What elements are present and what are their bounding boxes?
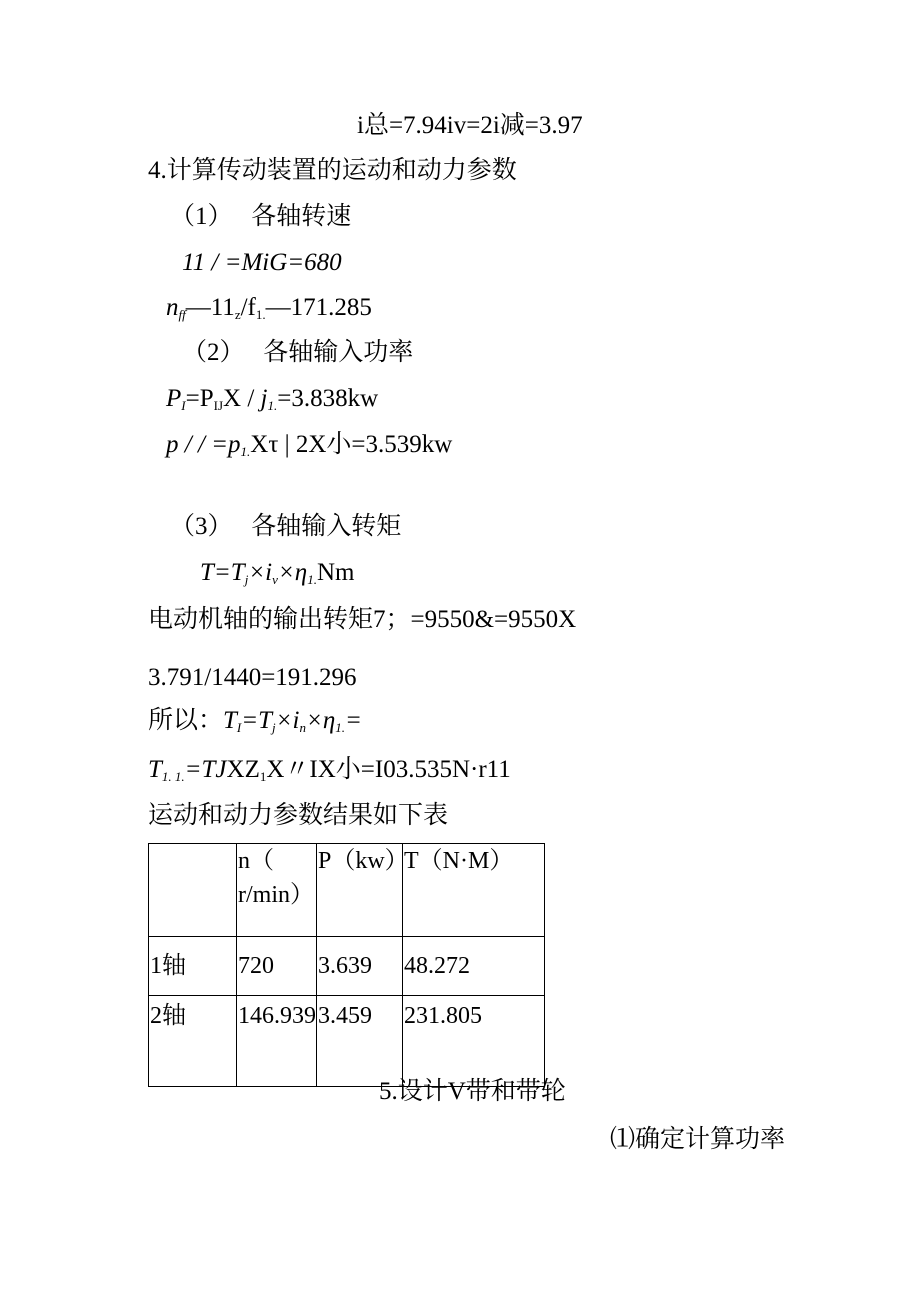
subsection-2-power: （2） 各轴输入功率 (182, 339, 414, 366)
table-cell: 2轴 (149, 996, 237, 1087)
torque-equation-1: $T=T_j\times i_v\times\eta_{1.}Nm$ (200, 559, 355, 587)
header-cell-blank (149, 844, 237, 937)
section-4-title: 4.计算传动装置的运动和动力参数 (148, 157, 517, 184)
parameters-table (148, 843, 545, 1087)
speed-equation-2: $n_{ff}—11_z/f_{1.}—171.285$ (166, 294, 372, 322)
header-cell-power: P（kw） (317, 844, 403, 937)
so-equation: 所以：$T_I=T_j\times i_n\times\eta_{1.}=$ (148, 707, 362, 735)
table-cell: 231.805 (403, 996, 545, 1087)
section-5-subtitle: ⑴确定计算功率 (610, 1126, 786, 1153)
table-cell: 3.459 (317, 996, 403, 1087)
table-cell: 720 (237, 937, 317, 996)
table-header-row (149, 844, 545, 937)
table-title: 运动和动力参数结果如下表 (148, 802, 449, 829)
table-row (149, 996, 545, 1087)
header-cell-speed: n（ r/min） (237, 844, 317, 937)
section-5-title: 5.设计V带和带轮 (379, 1078, 566, 1105)
motor-torque-calc: 3.791/1440=191.296 (148, 664, 357, 691)
header-cell-torque: T（N·M） (403, 844, 545, 937)
power-equation-1: $P_I=P_{IJ}X / j_{1.}=3.838kw$ (166, 385, 379, 413)
subsection-1-speed: （1） 各轴转速 (170, 203, 352, 230)
table-cell: 3.639 (317, 937, 403, 996)
table-cell: 48.272 (403, 937, 545, 996)
table-cell: 146.939 (237, 996, 317, 1087)
subsection-3-torque: （3） 各轴输入转矩 (170, 513, 402, 540)
motor-torque-line: 电动机轴的输出转矩7；=9550&=9550X (148, 606, 577, 633)
speed-equation-1: 11 / =MiG=680 (182, 249, 342, 276)
ratio-line: i总=7.94iv=2i减=3.97 (357, 112, 583, 139)
table-row (149, 937, 545, 996)
power-equation-2: p / / $=p_{1.}X\tau$ | 2X小=3.539kw (166, 431, 453, 459)
shaft-torque-equation: $T_{1. 1.}=TJXZ_1X$〃IX小=I03.535N·r11 (148, 756, 511, 784)
table-cell: 1轴 (149, 937, 237, 996)
